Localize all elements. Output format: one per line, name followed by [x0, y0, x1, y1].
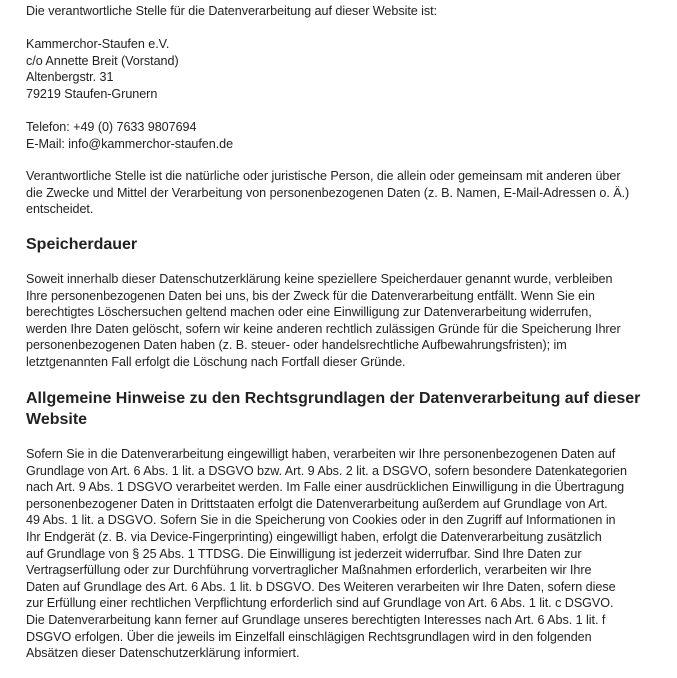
paragraph-line: Sofern Sie in die Datenverarbeitung eingewilligt haben, verarbeiten wir Ihre personenbezogenen Daten auf — [26, 447, 616, 461]
paragraph-line: personenbezogenen Daten haben (z. B. steuer- oder handelsrechtliche Aufbewahrungsfristen); im — [26, 338, 567, 353]
paragraph-line: Absätzen dieser Datenschutzerklärung informiert. — [26, 646, 300, 661]
contact-person: c/o Annette Breit (Vorstand) — [26, 53, 179, 68]
responsible-party-intro: Die verantwortliche Stelle für die Datenverarbeitung auf dieser Website ist: — [26, 4, 438, 18]
paragraph-line: werden Ihre Daten gelöscht, sofern wir keine anderen rechtlich zulässigen Gründe für die Speicherung Ihrer — [26, 321, 621, 336]
email-address: info@kammerchor-staufen.de — [68, 136, 234, 151]
responsible-party-definition — [26, 168, 629, 218]
paragraph-line: berechtigtes Löschersuchen geltend machen oder eine Einwilligung zur Datenverarbeitung widerrufen, — [26, 305, 592, 320]
email-line — [26, 136, 233, 153]
paragraph-line: Verantwortliche Stelle ist die natürliche oder juristische Person, die allein oder gemeinsam mit anderen über — [26, 169, 621, 183]
email-label: E-Mail: — [26, 136, 69, 151]
paragraph-line: letztgenannten Fall erfolgt die Löschung nach Fortfall dieser Gründe. — [26, 354, 406, 369]
contact-details — [26, 119, 233, 152]
paragraph-line: Vertragserfüllung oder zur Durchführung vorvertraglicher Maßnahmen erforderlich, verarbeiten wir Ihre — [26, 563, 592, 578]
paragraph-line: nach Art. 9 Abs. 1 DSGVO verarbeitet werden. Im Falle einer ausdrücklichen Einwilligung in die Übertragung — [26, 480, 625, 495]
legal-basis-heading — [26, 388, 640, 430]
paragraph-line: Die Datenverarbeitung kann ferner auf Grundlage unseres berechtigten Interesses nach Art. 6 Abs. 1 lit. f — [26, 612, 606, 627]
legal-basis-paragraph — [26, 446, 627, 662]
phone-number: Telefon: +49 (0) 7633 9807694 — [26, 120, 197, 134]
paragraph-line: personenbezogener Daten in Drittstaaten erfolgt die Datenverarbeitung außerdem auf Grundlage von Art. — [26, 496, 608, 511]
postal-code-city: 79219 Staufen-Grunern — [26, 86, 158, 101]
paragraph-line: zur Erfüllung einer rechtlichen Verpflichtung erforderlich sind auf Grundlage von Art. 6 Abs. 1 lit. c DSGVO. — [26, 596, 614, 611]
storage-duration-heading: Speicherdauer — [26, 236, 138, 253]
heading-line: Website — [26, 411, 88, 428]
paragraph-line: auf Grundlage von § 25 Abs. 1 TTDSG. Die Einwilligung ist jederzeit widerrufbar. Sind Ihre Daten zur — [26, 546, 582, 561]
postal-address — [26, 36, 179, 102]
paragraph-line: entscheidet. — [26, 202, 94, 217]
organization-name: Kammerchor-Staufen e.V. — [26, 37, 170, 51]
street-address: Altenbergstr. 31 — [26, 70, 114, 85]
storage-duration-paragraph — [26, 271, 621, 371]
heading-line: Allgemeine Hinweise zu den Rechtsgrundlagen der Datenverarbeitung auf dieser — [26, 390, 641, 407]
paragraph-line: Ihr Endgerät (z. B. via Device-Fingerprinting) eingewilligt haben, erfolgt die Datenverarbeitung zusätzlich — [26, 529, 602, 544]
paragraph-line: Grundlage von Art. 6 Abs. 1 lit. a DSGVO bzw. Art. 9 Abs. 2 lit. a DSGVO, sofern besondere Datenkategorien — [26, 463, 627, 478]
paragraph-line: Soweit innerhalb dieser Datenschutzerklärung keine speziellere Speicherdauer genannt wurde, verbleiben — [26, 272, 613, 286]
paragraph-line: Daten auf Grundlage des Art. 6 Abs. 1 lit. b DSGVO. Des Weiteren verarbeiten wir Ihre Daten, sofern diese — [26, 579, 616, 594]
paragraph-line: Ihre personenbezogenen Daten bei uns, bis der Zweck für die Datenverarbeitung entfällt. Wenn Sie ein — [26, 288, 595, 303]
paragraph-line: 49 Abs. 1 lit. a DSGVO. Sofern Sie in die Speicherung von Cookies oder in den Zugriff auf Informationen in — [26, 513, 616, 528]
paragraph-line: die Zwecke und Mittel der Verarbeitung von personenbezogenen Daten (z. B. Namen, E-Mail-Adressen o. Ä.) — [26, 185, 630, 200]
paragraph-line: DSGVO erfolgen. Über die jeweils im Einzelfall einschlägigen Rechtsgrundlagen wird in den folgenden — [26, 629, 592, 644]
